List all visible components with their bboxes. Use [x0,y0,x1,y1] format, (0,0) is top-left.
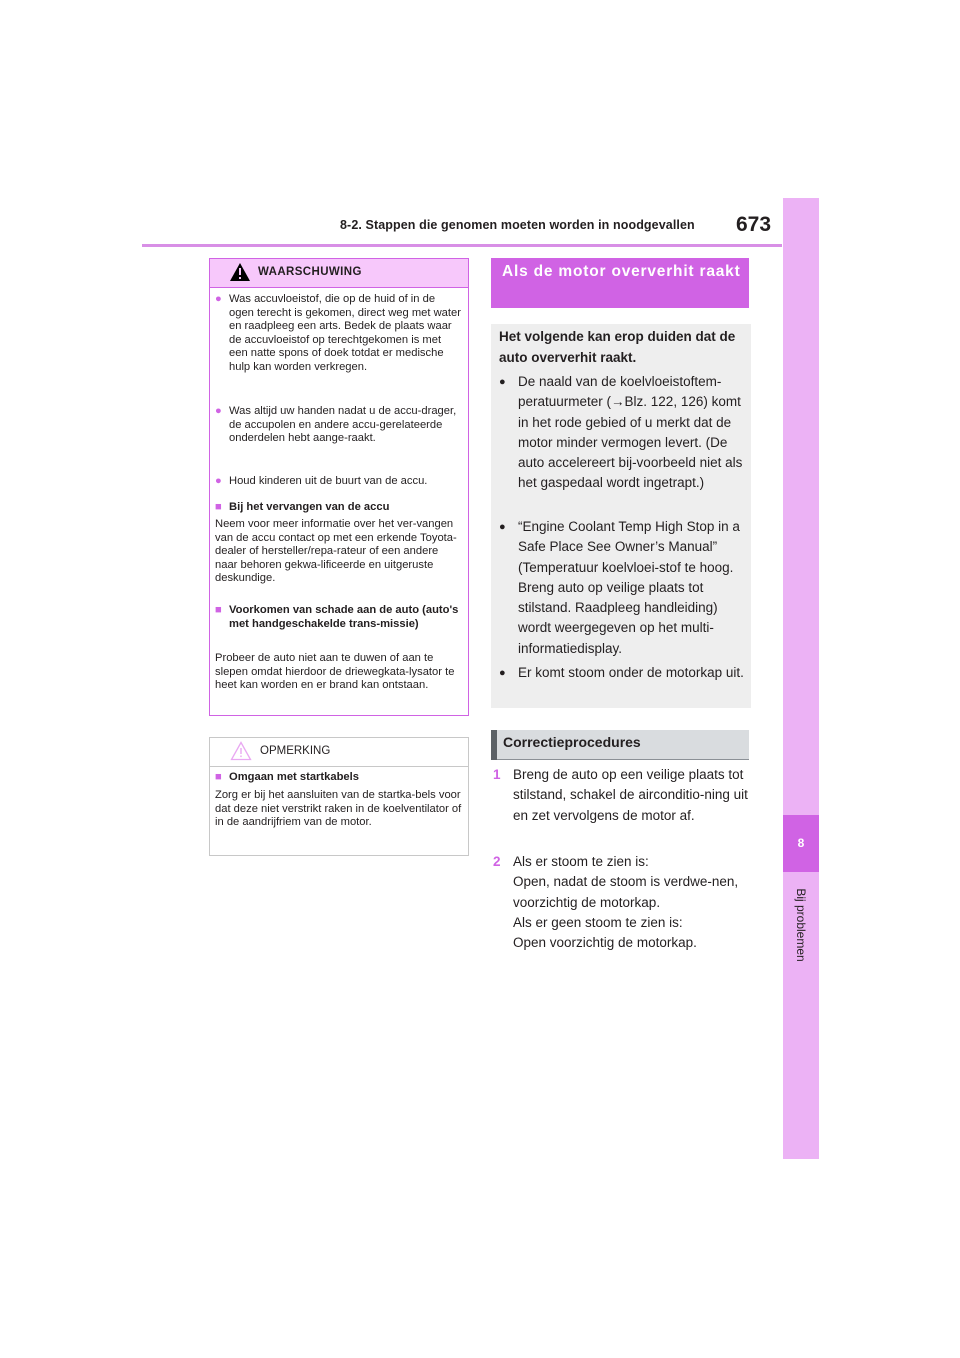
bullet-dot: ● [215,475,222,487]
warning-box [209,258,469,716]
square-marker: ■ [215,604,222,616]
chapter-label: Bij problemen [794,888,808,962]
bullet-dot: ● [215,293,222,305]
warning-bullet: ● Houd kinderen uit de buurt van de accu. [215,475,428,487]
caution-outline-triangle-icon [230,741,252,761]
bullet-dot: ● [499,521,506,533]
chapter-number: 8 [797,836,805,850]
bullet-dot: ● [499,667,506,679]
warning-paragraph: Neem voor meer informatie over het ver-vangen van de accu contact op met een erkende Toyota-dealer of hersteller/repa-rateur of een andere naar behoren gekwa-lificeerde en uitgeruste deskundige. [215,518,457,585]
step-number: 1 [493,767,501,782]
heading-accent-bar [491,730,497,760]
procedure-step [493,765,751,826]
warning-paragraph: Probeer de auto niet aan te duwen of aan te slepen omdat hierdoor de driewegkata-lysator te heet kan worden en er brand kan ontstaan. [215,652,455,692]
symptom-bullet: ● Er komt stoom onder de motorkap uit. [499,663,745,683]
note-box [209,737,469,856]
warning-subheading: ■ Bij het vervangen van de accu [215,501,390,513]
chapter-number-tab[interactable] [783,815,819,872]
step-text: Als er stoom te zien is: Open, nadat de stoom is verdwe-nen, voorzichtig de motorkap. Als er geen stoom te zien is: Open voorzichtig de motorkap. [513,854,739,951]
note-subheading: ■ Omgaan met startkabels [215,771,359,783]
step-text: Breng de auto op een veilige plaats tot stilstand, schakel de airconditio-ning uit en zet vervolgens de motor af. [513,767,748,823]
note-title: OPMERKING [260,745,331,757]
bullet-dot: ● [499,376,506,388]
warning-bullet: ● Was accuvloeistof, die op de huid of in de ogen terecht is gekomen, direct weg met water en raadpleeg een arts. Bedek de plaats waar de accuvloeistof op terechtgekomen is met een natte spons of doek totdat er medische hulp kan worden verkregen. [215,293,461,373]
section-title: 8-2. Stappen die genomen moeten worden in noodgevallen [340,218,695,232]
warning-header [210,259,468,288]
warning-bullet: ● Was altijd uw handen nadat u de accu-drager, de accupolen en andere accu-gerelateerde onderdelen hebt aange-raakt. [215,405,457,445]
note-header [210,738,468,767]
warning-title: WAARSCHUWING [258,266,362,278]
procedure-step [493,852,751,953]
header-divider [142,244,782,247]
procedures-heading: Correctieprocedures [491,730,749,760]
symptom-bullet: ● De naald van de koelvloeistoftem-peratuurmeter (→Blz. 122, 126) komt in het rode gebied of u merkt dat de motor minder vermogen levert. (De auto accelereert bij-voorbeeld niet als het gaspedaal wordt ingetrapt.) [499,374,743,491]
warning-subheading: ■ Voorkomen van schade aan de auto (auto's met handgeschakelde trans-missie) [215,604,459,630]
square-marker: ■ [215,501,222,513]
step-number: 2 [493,854,501,869]
page-number: 673 [736,213,772,236]
chapter-tab-strip [783,198,819,1159]
overheat-heading: Als de motor oververhit raakt [491,258,749,308]
symptoms-intro: Het volgende kan erop duiden dat de auto oververhit raakt. [499,329,736,365]
bullet-dot: ● [215,405,222,417]
square-marker: ■ [215,771,222,783]
symptom-bullet: ● “Engine Coolant Temp High Stop in a Safe Place See Owner’s Manual” (Temperatuur koelvloei-stof te hoog. Breng auto op veilige plaats tot stilstand. Raadpleeg handleiding) wordt weergegeven op het multi-informatiedisplay. [499,519,740,656]
warning-triangle-icon [229,262,251,282]
overheat-symptoms-box [491,324,751,708]
note-paragraph: Zorg er bij het aansluiten van de startka-bels voor dat deze niet verstrikt raken in de koelventilator of in de aandrijfriem van de motor. [215,789,462,829]
